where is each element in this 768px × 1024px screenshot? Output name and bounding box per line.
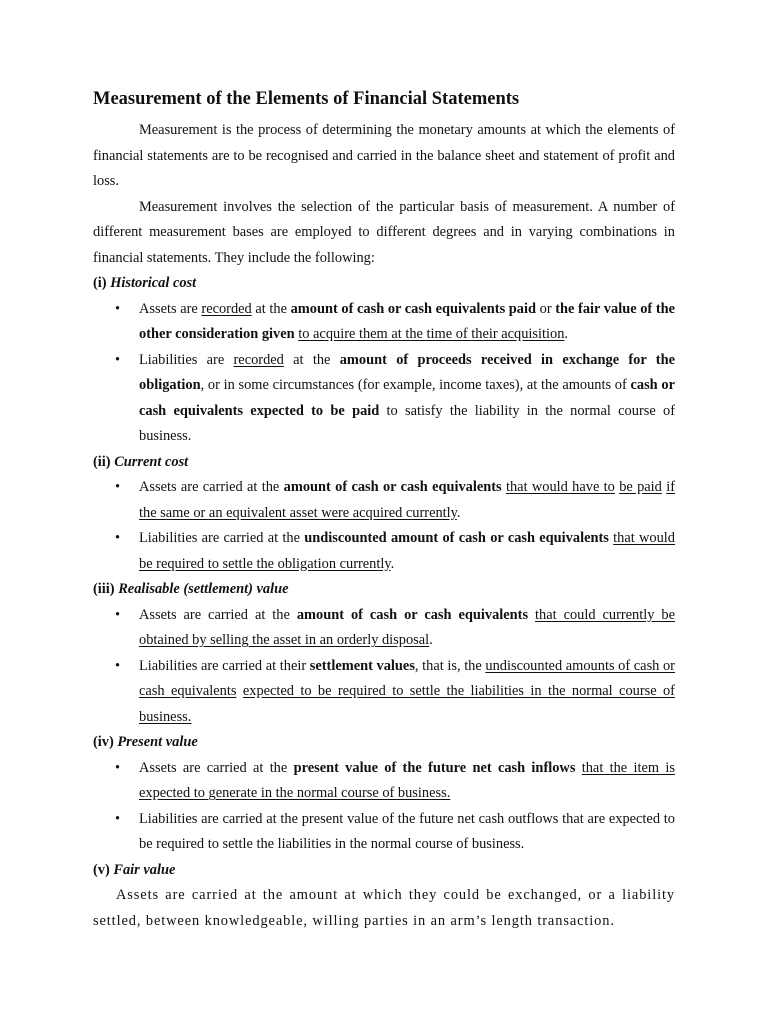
text-run: Assets are carried at the: [139, 759, 294, 776]
text-run: Liabilities are: [139, 351, 234, 368]
text-run: , that is, the: [414, 657, 486, 674]
intro-paragraph-1: Measurement is the process of determining the monetary amounts at which the elements of financial statements are to be recognised and carried in the balance sheet and statement of profit and loss.: [93, 122, 675, 190]
section-heading: [93, 271, 675, 297]
underlined-text: if the same or an equivalent asset were acquired currently: [139, 479, 675, 521]
section-number: (ii): [93, 453, 111, 470]
bold-text: amount of cash or cash equivalents paid: [290, 300, 536, 317]
text-run: .: [456, 504, 461, 521]
bold-text: cash or cash equivalents expected to be paid: [139, 377, 675, 419]
bullet-item: [139, 756, 675, 807]
section-name: Realisable (settlement) value: [118, 581, 289, 598]
underlined-text: be paid: [619, 479, 662, 496]
intro-paragraph-2: Measurement involves the selection of the particular basis of measurement. A number of different measurement bases are employed to different degrees and in varying combinations in financial statements. They include the following:: [93, 198, 675, 266]
text-run: to satisfy the liability in the normal course of business.: [139, 402, 675, 445]
section-paragraph: Assets are carried at the amount at which they could be exchanged, or a liability settled, between knowledgeable, willing parties in an arm’s length transaction.: [93, 887, 675, 929]
bold-text: settlement values: [309, 657, 415, 674]
text-run: , or in some circumstances (for example, income taxes), at the amounts of: [200, 377, 631, 394]
section-number: (iii): [93, 581, 115, 598]
bold-text: amount of cash or cash equivalents: [283, 479, 502, 496]
underlined-text: expected to be required to settle the liabilities in the normal course of business.: [139, 683, 675, 725]
text-run: .: [390, 555, 395, 572]
section-number: (v): [93, 861, 110, 878]
underlined-text: recorded: [233, 351, 284, 368]
bullet-item: [139, 475, 675, 526]
bullet-list: [93, 475, 675, 577]
bullet-item: [139, 526, 675, 577]
bold-text: amount of cash or cash equivalents: [296, 606, 529, 623]
bold-text: amount of proceeds received in exchange for the obligation: [139, 351, 675, 394]
bullet-item: [139, 348, 675, 450]
text-run: at the: [251, 300, 291, 317]
section-number: (iv): [93, 734, 114, 751]
section-name: Historical cost: [110, 275, 197, 292]
bullet-item: [139, 807, 675, 858]
section-heading: [93, 450, 675, 476]
section-heading: [93, 577, 675, 603]
section-name: Current cost: [114, 453, 189, 470]
text-run: at the: [283, 351, 340, 368]
bullet-list: [93, 297, 675, 450]
text-run: Liabilities are carried at their: [139, 657, 310, 674]
text-run: Assets are carried at the: [139, 479, 284, 496]
underlined-text: that would have to: [505, 479, 615, 496]
underlined-text: that the item is expected to generate in the normal course of business.: [139, 759, 675, 802]
underlined-text: that could currently be obtained by selling the asset in an orderly disposal: [139, 606, 675, 649]
bullet-item: [139, 603, 675, 654]
page-title: Measurement of the Elements of Financial Statements: [93, 89, 520, 109]
underlined-text: that would be required to settle the obligation currently: [139, 530, 676, 572]
underlined-text: undiscounted amounts of cash or cash equivalents: [139, 657, 675, 700]
text-run: [528, 607, 535, 623]
text-run: .: [429, 632, 433, 649]
underlined-text: recorded: [201, 300, 252, 317]
text-run: Liabilities are carried at the: [139, 530, 305, 547]
text-run: Assets are carried at the: [139, 606, 297, 623]
section-name: Fair value: [113, 861, 176, 878]
text-run: Liabilities are carried at the present value of the future net cash outflows that are expected to be required to settle the liabilities in the normal course of business.: [139, 810, 675, 853]
section-number: (i): [93, 275, 107, 292]
bold-text: the fair value of the other consideration given: [139, 300, 676, 343]
text-run: or: [536, 300, 556, 317]
measurement-bases: [93, 271, 675, 934]
section-heading: [93, 858, 675, 884]
bullet-list: [93, 756, 675, 858]
bold-text: present value of the future net cash inflows: [293, 759, 576, 776]
text-run: .: [564, 326, 569, 343]
text-run: Assets are: [139, 300, 202, 317]
bullet-item: [139, 297, 675, 348]
bullet-list: [93, 603, 675, 731]
underlined-text: to acquire them at the time of their acquisition: [298, 326, 565, 343]
bullet-item: [139, 654, 675, 731]
section-heading: [93, 730, 675, 756]
bold-text: undiscounted amount of cash or cash equivalents: [304, 530, 609, 547]
section-name: Present value: [117, 734, 198, 751]
